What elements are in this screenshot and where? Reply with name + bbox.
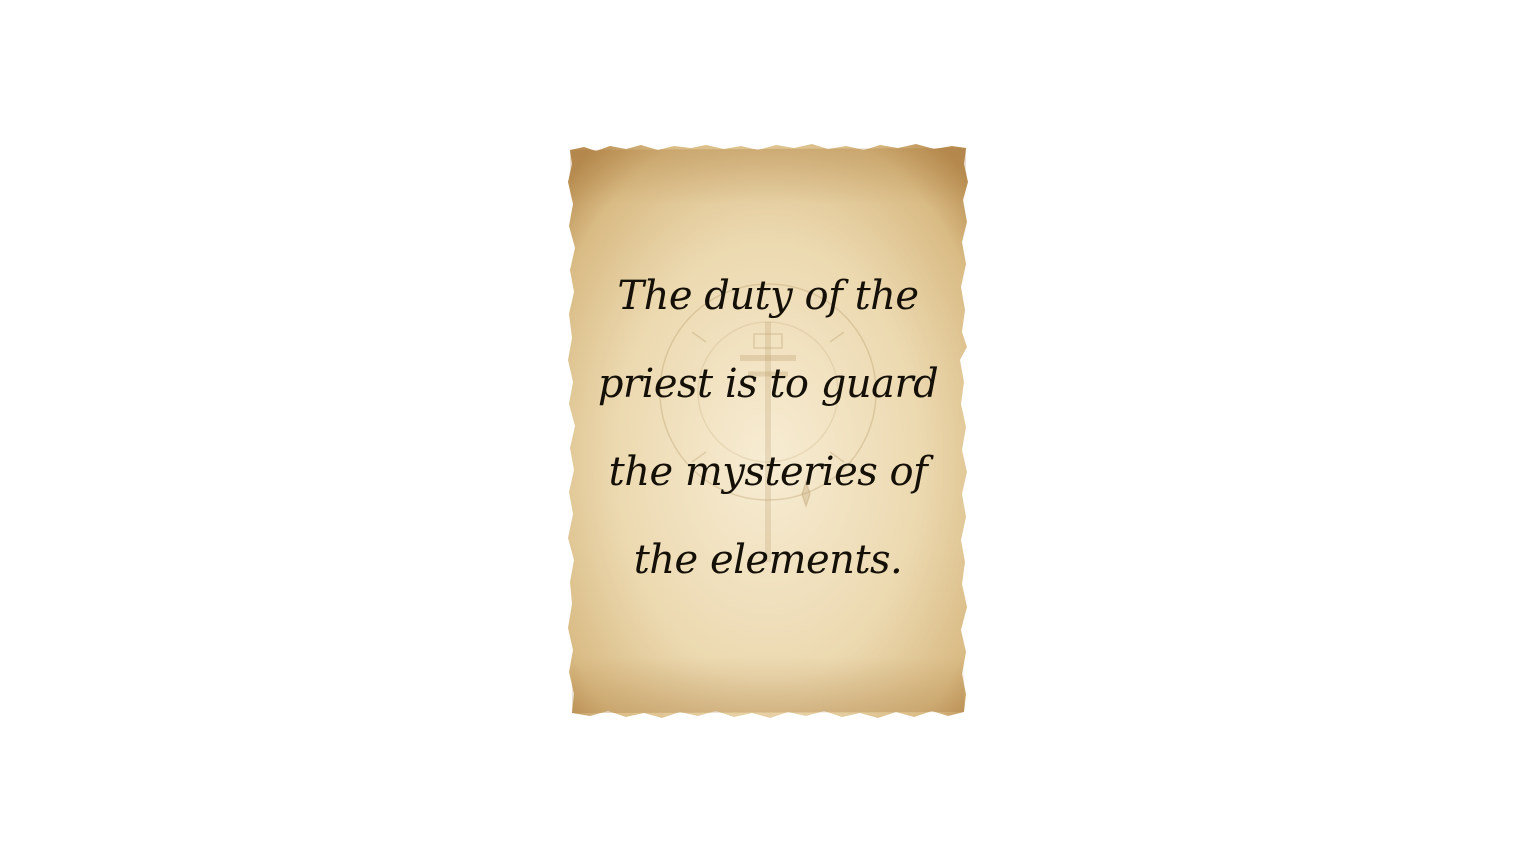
quote-line-3: the mysteries of [608, 449, 928, 495]
quote-line-4: the elements. [633, 537, 903, 583]
parchment-scroll [566, 142, 970, 720]
quote-line-1: The duty of the [617, 273, 919, 319]
quote-text [566, 142, 970, 720]
quote-line-2: priest is to guard [597, 361, 939, 407]
